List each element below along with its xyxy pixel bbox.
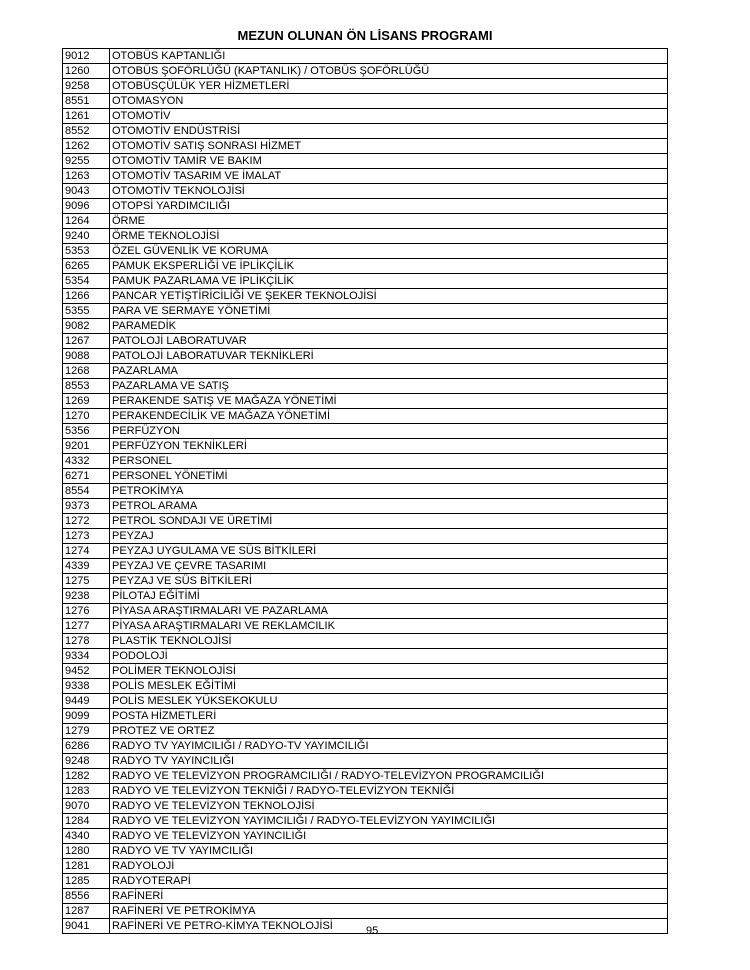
program-name: POLİMER TEKNOLOJİSİ — [110, 664, 668, 679]
program-code: 6286 — [63, 739, 110, 754]
program-name: RADYO TV YAYINCILIĞI — [110, 754, 668, 769]
program-name: OTOPSİ YARDIMCILIĞI — [110, 199, 668, 214]
program-code: 6271 — [63, 469, 110, 484]
table-row — [63, 334, 668, 349]
table-row — [63, 859, 668, 874]
table-row — [63, 304, 668, 319]
table-row — [63, 364, 668, 379]
program-code: 9452 — [63, 664, 110, 679]
program-code: 6265 — [63, 259, 110, 274]
program-code: 1268 — [63, 364, 110, 379]
program-name: PARAMEDİK — [110, 319, 668, 334]
program-code: 1270 — [63, 409, 110, 424]
program-code: 1264 — [63, 214, 110, 229]
table-row — [63, 889, 668, 904]
program-code: 8554 — [63, 484, 110, 499]
program-name: RADYO VE TV YAYIMCILIĞI — [110, 844, 668, 859]
program-code: 9248 — [63, 754, 110, 769]
program-code: 1283 — [63, 784, 110, 799]
table-row — [63, 184, 668, 199]
table-row — [63, 664, 668, 679]
program-code: 5356 — [63, 424, 110, 439]
program-name: POSTA HİZMETLERİ — [110, 709, 668, 724]
table-row — [63, 649, 668, 664]
table-row — [63, 799, 668, 814]
program-table — [62, 48, 668, 934]
table-row — [63, 424, 668, 439]
program-name: PERFÜZYON — [110, 424, 668, 439]
table-row — [63, 379, 668, 394]
table-row — [63, 904, 668, 919]
program-code: 8556 — [63, 889, 110, 904]
table-row — [63, 199, 668, 214]
program-name: PETROL SONDAJI VE ÜRETİMİ — [110, 514, 668, 529]
program-code: 1274 — [63, 544, 110, 559]
table-row — [63, 439, 668, 454]
table-row — [63, 784, 668, 799]
table-row — [63, 874, 668, 889]
program-name: RAFİNERİ VE PETRO-KİMYA TEKNOLOJİSİ — [110, 919, 668, 934]
program-code: 1287 — [63, 904, 110, 919]
table-row — [63, 274, 668, 289]
program-name: PERFÜZYON TEKNİKLERİ — [110, 439, 668, 454]
program-code: 1273 — [63, 529, 110, 544]
table-row — [63, 154, 668, 169]
table-row — [63, 394, 668, 409]
program-name: RADYO VE TELEVİZYON YAYINCILIĞI — [110, 829, 668, 844]
program-code: 9099 — [63, 709, 110, 724]
table-row — [63, 79, 668, 94]
program-name: ÖRME TEKNOLOJİSİ — [110, 229, 668, 244]
program-code: 9238 — [63, 589, 110, 604]
program-code: 8552 — [63, 124, 110, 139]
program-name: RADYO TV YAYIMCILIĞI / RADYO-TV YAYIMCILIĞI — [110, 739, 668, 754]
program-code: 1276 — [63, 604, 110, 619]
table-row — [63, 499, 668, 514]
table-row — [63, 739, 668, 754]
program-code: 5354 — [63, 274, 110, 289]
program-code: 9043 — [63, 184, 110, 199]
table-row — [63, 694, 668, 709]
program-code: 9240 — [63, 229, 110, 244]
program-name: PERSONEL YÖNETİMİ — [110, 469, 668, 484]
program-name: PEYZAJ UYGULAMA VE SÜS BİTKİLERİ — [110, 544, 668, 559]
table-row — [63, 469, 668, 484]
table-row — [63, 259, 668, 274]
program-name: PAMUK EKSPERLİĞİ VE İPLİKÇİLİK — [110, 259, 668, 274]
table-row — [63, 229, 668, 244]
program-code: 1263 — [63, 169, 110, 184]
table-row — [63, 289, 668, 304]
program-code: 9373 — [63, 499, 110, 514]
page-title: MEZUN OLUNAN ÖN LİSANS PROGRAMI — [237, 28, 493, 43]
program-code: 1266 — [63, 289, 110, 304]
program-code: 1261 — [63, 109, 110, 124]
program-name: OTOBÜS ŞOFÖRLÜĞÜ (KAPTANLIK) / OTOBÜS ŞOFÖRLÜĞÜ — [110, 64, 668, 79]
program-name: OTOBÜS KAPTANLIĞI — [110, 49, 668, 64]
program-name: POLİS MESLEK YÜKSEKOKULU — [110, 694, 668, 709]
table-row — [63, 754, 668, 769]
table-row — [63, 49, 668, 64]
program-code: 8553 — [63, 379, 110, 394]
program-name: PLASTİK TEKNOLOJİSİ — [110, 634, 668, 649]
program-name: OTOMASYON — [110, 94, 668, 109]
program-name: RADYO VE TELEVİZYON PROGRAMCILIĞI / RADYO-TELEVİZYON PROGRAMCILIĞI — [110, 769, 668, 784]
program-name: PANCAR YETİŞTİRİCİLİĞİ VE ŞEKER TEKNOLOJİSİ — [110, 289, 668, 304]
program-code: 9041 — [63, 919, 110, 934]
table-row — [63, 484, 668, 499]
program-code: 1267 — [63, 334, 110, 349]
table-row — [63, 94, 668, 109]
program-name: PAZARLAMA — [110, 364, 668, 379]
program-name: RADYO VE TELEVİZYON TEKNOLOJİSİ — [110, 799, 668, 814]
program-name: PİYASA ARAŞTIRMALARI VE REKLAMCILIK — [110, 619, 668, 634]
program-code: 1278 — [63, 634, 110, 649]
table-row — [63, 349, 668, 364]
program-code: 1282 — [63, 769, 110, 784]
program-name: OTOMOTİV ENDÜSTRİSİ — [110, 124, 668, 139]
program-name: OTOMOTİV — [110, 109, 668, 124]
table-row — [63, 634, 668, 649]
table-row — [63, 559, 668, 574]
program-code: 9096 — [63, 199, 110, 214]
program-name: PİLOTAJ EĞİTİMİ — [110, 589, 668, 604]
program-code: 1285 — [63, 874, 110, 889]
program-code: 5355 — [63, 304, 110, 319]
program-name: OTOMOTİV TAMİR VE BAKIM — [110, 154, 668, 169]
table-row — [63, 124, 668, 139]
table-row — [63, 619, 668, 634]
table-row — [63, 724, 668, 739]
table-row — [63, 919, 668, 934]
program-code: 4339 — [63, 559, 110, 574]
program-name: PAZARLAMA VE SATIŞ — [110, 379, 668, 394]
table-row — [63, 769, 668, 784]
program-name: ÖZEL GÜVENLİK VE KORUMA — [110, 244, 668, 259]
table-row — [63, 454, 668, 469]
program-name: PERAKENDECİLİK VE MAĞAZA YÖNETİMİ — [110, 409, 668, 424]
program-name: PATOLOJİ LABORATUVAR — [110, 334, 668, 349]
page-number: 95 — [366, 925, 379, 937]
program-name: RADYOTERAPİ — [110, 874, 668, 889]
program-code: 1281 — [63, 859, 110, 874]
table-row — [63, 409, 668, 424]
program-name: PEYZAJ VE SÜS BİTKİLERİ — [110, 574, 668, 589]
program-name: OTOMOTİV TASARIM VE İMALAT — [110, 169, 668, 184]
program-code: 1269 — [63, 394, 110, 409]
program-name: PERAKENDE SATIŞ VE MAĞAZA YÖNETİMİ — [110, 394, 668, 409]
table-row — [63, 109, 668, 124]
program-code: 9334 — [63, 649, 110, 664]
program-code: 8551 — [63, 94, 110, 109]
program-name: PETROL ARAMA — [110, 499, 668, 514]
program-code: 1284 — [63, 814, 110, 829]
program-table-body — [63, 49, 668, 934]
table-row — [63, 64, 668, 79]
program-code: 1275 — [63, 574, 110, 589]
program-code: 5353 — [63, 244, 110, 259]
table-row — [63, 829, 668, 844]
program-name: RADYO VE TELEVİZYON TEKNİĞİ / RADYO-TELEVİZYON TEKNİĞİ — [110, 784, 668, 799]
program-name: PAMUK PAZARLAMA VE İPLİKÇİLİK — [110, 274, 668, 289]
program-name: RADYO VE TELEVİZYON YAYIMCILIĞI / RADYO-TELEVİZYON YAYIMCILIĞI — [110, 814, 668, 829]
table-row — [63, 319, 668, 334]
program-code: 9338 — [63, 679, 110, 694]
program-code: 9201 — [63, 439, 110, 454]
table-row — [63, 709, 668, 724]
program-name: RADYOLOJİ — [110, 859, 668, 874]
table-row — [63, 214, 668, 229]
program-code: 1260 — [63, 64, 110, 79]
table-row — [63, 139, 668, 154]
table-row — [63, 589, 668, 604]
program-code: 9070 — [63, 799, 110, 814]
table-row — [63, 844, 668, 859]
program-name: OTOMOTİV TEKNOLOJİSİ — [110, 184, 668, 199]
program-name: PETROKİMYA — [110, 484, 668, 499]
program-code: 1280 — [63, 844, 110, 859]
program-code: 9012 — [63, 49, 110, 64]
program-name: PODOLOJİ — [110, 649, 668, 664]
program-code: 1277 — [63, 619, 110, 634]
program-name: RAFİNERİ — [110, 889, 668, 904]
program-code: 9258 — [63, 79, 110, 94]
program-code: 9255 — [63, 154, 110, 169]
program-name: PARA VE SERMAYE YÖNETİMİ — [110, 304, 668, 319]
program-name: PİYASA ARAŞTIRMALARI VE PAZARLAMA — [110, 604, 668, 619]
program-code: 9088 — [63, 349, 110, 364]
table-row — [63, 544, 668, 559]
table-row — [63, 169, 668, 184]
program-name: PEYZAJ — [110, 529, 668, 544]
program-name: POLİS MESLEK EĞİTİMİ — [110, 679, 668, 694]
table-row — [63, 529, 668, 544]
program-code: 4340 — [63, 829, 110, 844]
program-code: 9449 — [63, 694, 110, 709]
program-name: PEYZAJ VE ÇEVRE TASARIMI — [110, 559, 668, 574]
program-name: PROTEZ VE ORTEZ — [110, 724, 668, 739]
program-name: ÖRME — [110, 214, 668, 229]
table-row — [63, 814, 668, 829]
program-code: 4332 — [63, 454, 110, 469]
program-code: 1272 — [63, 514, 110, 529]
program-code: 1279 — [63, 724, 110, 739]
program-name: OTOBÜSÇÜLÜK YER HİZMETLERİ — [110, 79, 668, 94]
table-row — [63, 514, 668, 529]
program-code: 1262 — [63, 139, 110, 154]
table-row — [63, 679, 668, 694]
table-row — [63, 574, 668, 589]
table-row — [63, 244, 668, 259]
program-name: PATOLOJİ LABORATUVAR TEKNİKLERİ — [110, 349, 668, 364]
program-name: OTOMOTİV SATIŞ SONRASI HİZMET — [110, 139, 668, 154]
program-name: RAFİNERİ VE PETROKİMYA — [110, 904, 668, 919]
program-name: PERSONEL — [110, 454, 668, 469]
program-code: 9082 — [63, 319, 110, 334]
table-row — [63, 604, 668, 619]
